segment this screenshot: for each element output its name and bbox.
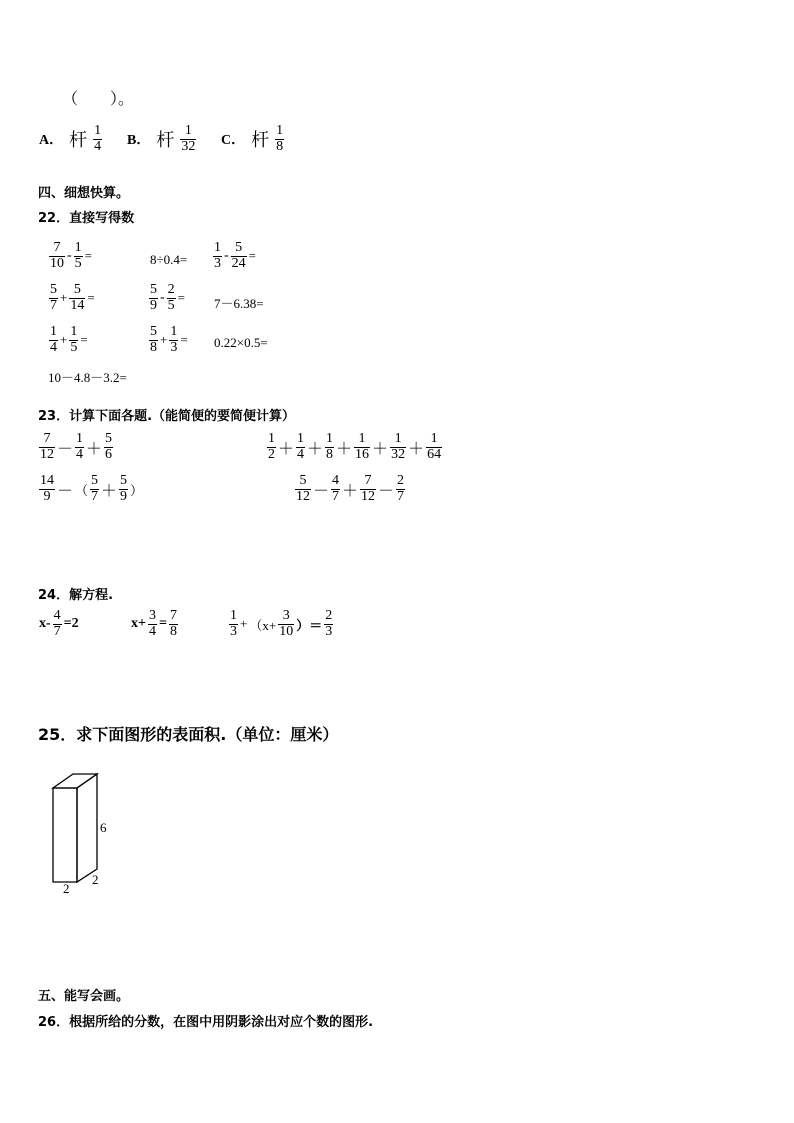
section-five-title: 五、能写会画。 bbox=[38, 989, 130, 1004]
q23-expr-4: $\frac{5}{12}$ － $\frac{4}{7}$ ＋ $\frac{7}{12}$ － $\frac{2}{7}$ bbox=[296, 473, 405, 504]
option-word: 杆 bbox=[156, 130, 175, 151]
cuboid-width-label: 2 bbox=[63, 881, 70, 896]
option-fraction: $\frac{1}{4}$ bbox=[94, 123, 102, 154]
q24-equation-3: $\frac{1}{3}$ + （x+ $\frac{3}{10}$ ）＝ $\frac{2}{3}$ bbox=[230, 608, 333, 639]
q22-r3c2: $\frac{5}{8}$ + $\frac{1}{3}$ = bbox=[150, 324, 188, 355]
q22-r1c3: $\frac{1}{3}$ - $\frac{5}{24}$ = bbox=[214, 240, 257, 271]
q24-equation-1: x- $\frac{4}{7}$ =2 bbox=[39, 608, 79, 639]
cuboid-side-face bbox=[77, 774, 97, 882]
option-letter: C． bbox=[221, 133, 246, 149]
option-a bbox=[38, 124, 103, 154]
q26-title: 26．根据所给的分数，在图中用阴影涂出对应个数的图形. bbox=[38, 1015, 374, 1030]
cuboid-depth-label: 2 bbox=[92, 872, 99, 887]
q22-r1c2: 8÷0.4= bbox=[150, 252, 188, 267]
q22-r3c3: 0.22×0.5= bbox=[214, 335, 268, 350]
answer-blank: （ ）。 bbox=[62, 91, 135, 108]
option-letter: B． bbox=[127, 133, 151, 149]
q25-title: 25．求下面图形的表面积.（单位：厘米） bbox=[38, 725, 339, 744]
q24-equation-2: x+ $\frac{3}{4}$ = $\frac{7}{8}$ bbox=[131, 608, 177, 639]
q22-r3c1: $\frac{1}{4}$ + $\frac{1}{5}$ = bbox=[50, 324, 88, 355]
q24-title: 24．解方程. bbox=[38, 588, 114, 603]
option-fraction: $\frac{1}{8}$ bbox=[276, 123, 284, 154]
q23-expr-1: $\frac{7}{12}$ － $\frac{1}{4}$ ＋ $\frac{5}{6}$ bbox=[40, 431, 113, 462]
option-c bbox=[220, 124, 285, 154]
option-b bbox=[126, 124, 197, 154]
q22-r4c1: 10－4.8－3.2= bbox=[48, 370, 127, 385]
q23-title: 23．计算下面各题.（能简便的要简便计算） bbox=[38, 409, 296, 424]
cuboid-figure bbox=[40, 765, 120, 900]
cuboid-top-face bbox=[53, 774, 97, 788]
option-word: 杆 bbox=[69, 130, 88, 151]
option-word: 杆 bbox=[251, 130, 270, 151]
option-fraction: $\frac{1}{32}$ bbox=[181, 123, 196, 154]
q22-r2c1: $\frac{5}{7}$ + $\frac{5}{14}$ = bbox=[50, 282, 95, 313]
q22-r2c3: 7－6.38= bbox=[214, 296, 264, 311]
q22-title: 22．直接写得数 bbox=[38, 211, 135, 226]
option-letter: A． bbox=[39, 133, 64, 149]
cuboid-height-label: 6 bbox=[100, 820, 107, 835]
cuboid-front-face bbox=[53, 788, 77, 882]
section-four-title: 四、细想快算。 bbox=[38, 186, 130, 201]
q23-expr-3: $\frac{1}{2}$ ＋ $\frac{1}{4}$ ＋ $\frac{1}{8}$ ＋ $\frac{1}{16}$ ＋ $\frac{1}{32}$ ＋ $\frac{1}{64}$ bbox=[268, 431, 442, 462]
q22-r2c2: $\frac{5}{9}$ - $\frac{2}{5}$ = bbox=[150, 282, 186, 313]
q23-expr-2: $\frac{14}{9}$ － （ $\frac{5}{7}$ ＋ $\frac{5}{9}$ ） bbox=[40, 473, 144, 504]
q22-r1c1: $\frac{7}{10}$ - $\frac{1}{5}$ = bbox=[50, 240, 93, 271]
